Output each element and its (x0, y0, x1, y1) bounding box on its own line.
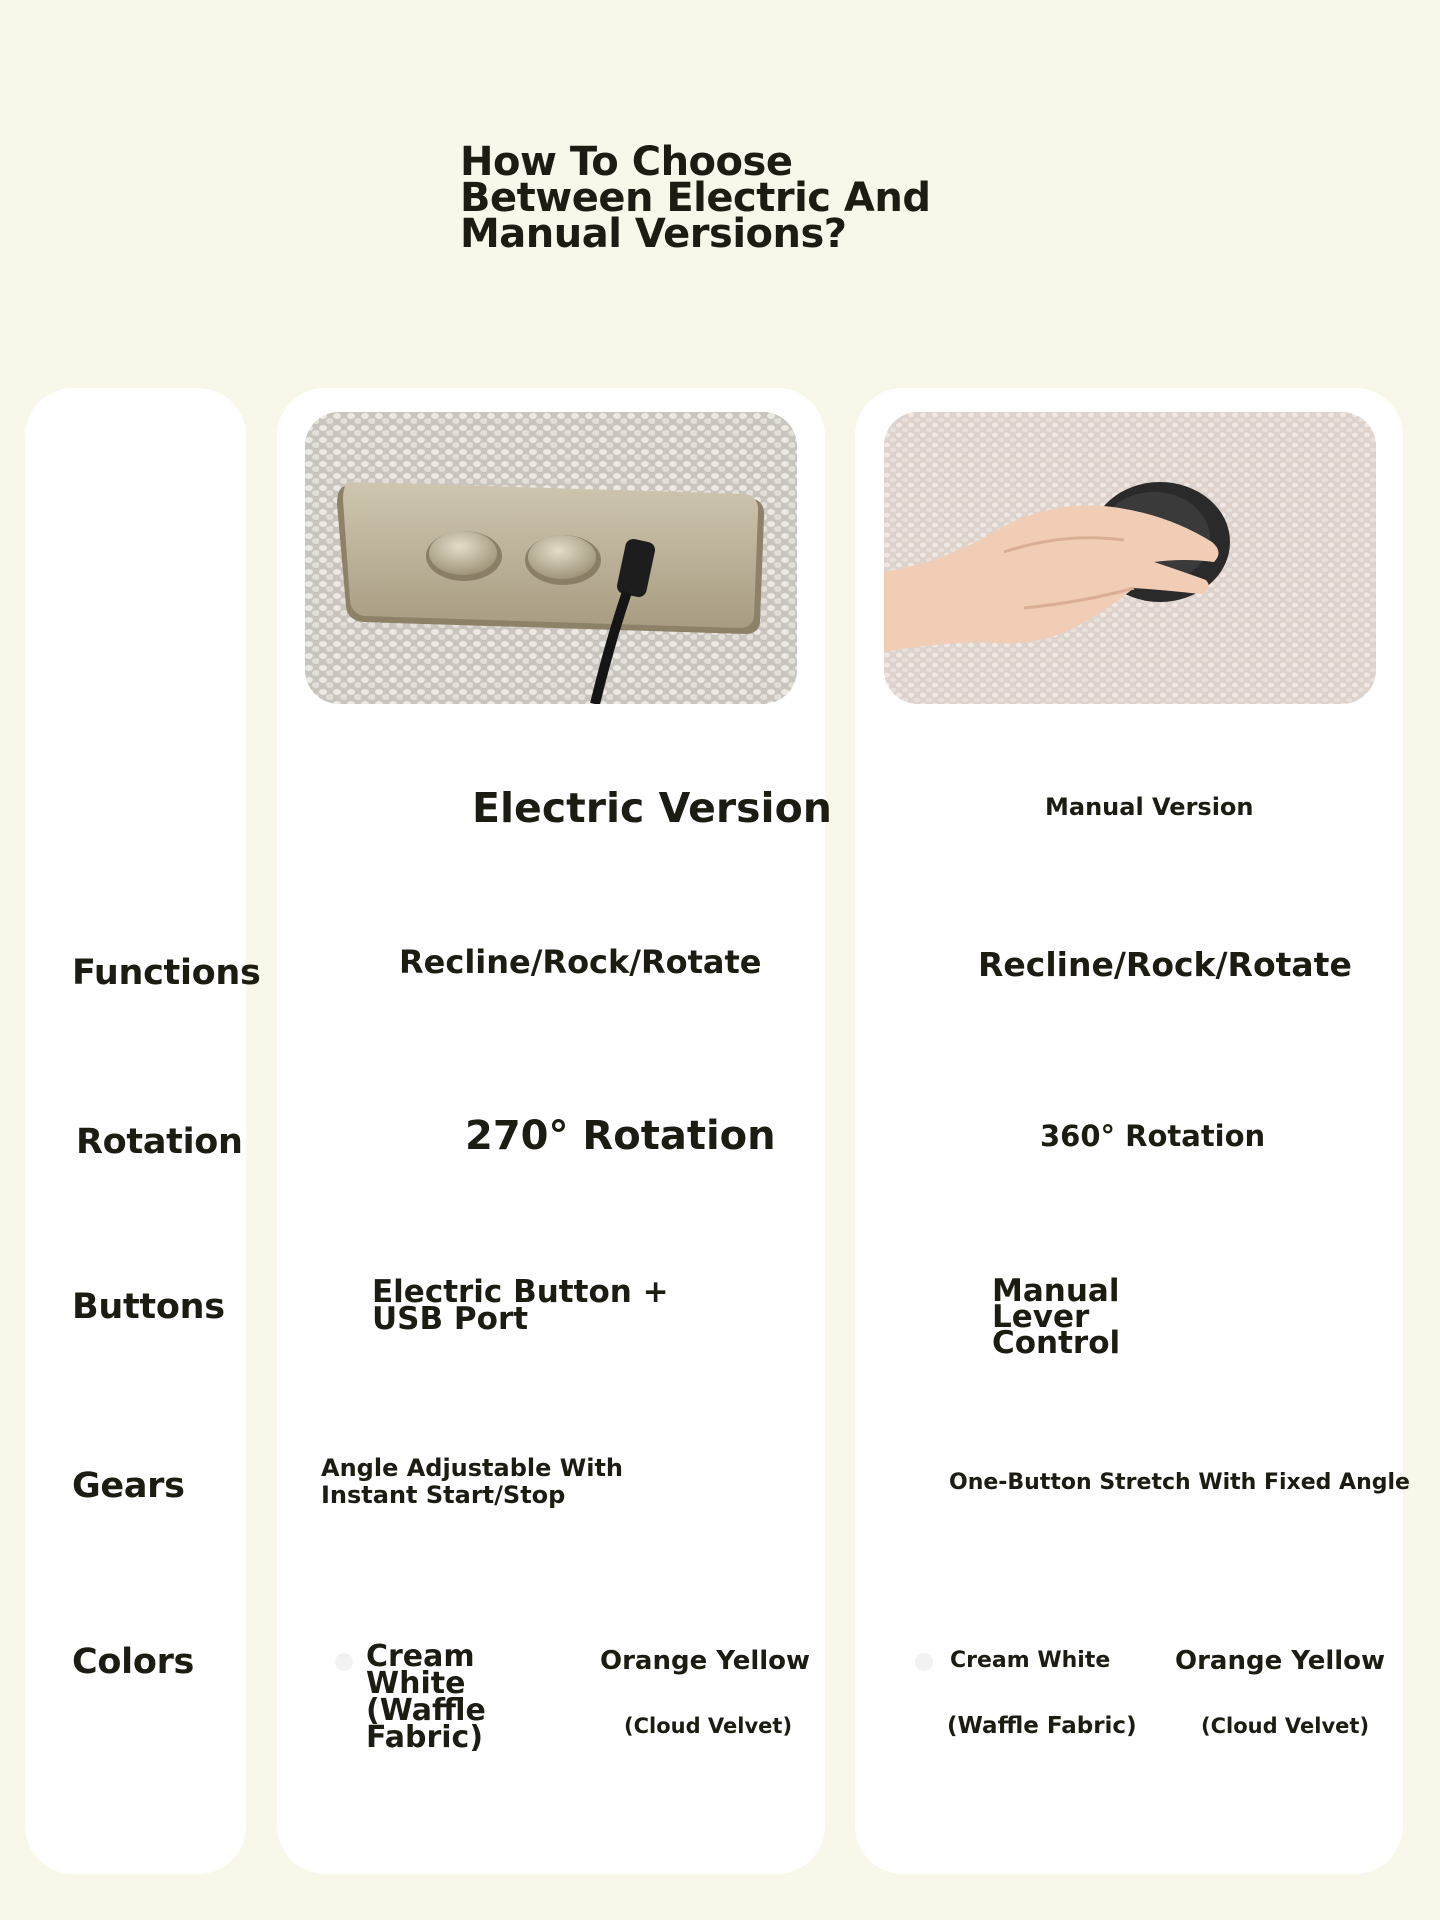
manual-lever-image (884, 412, 1376, 704)
manual-color-orange-yellow-fabric: (Cloud Velvet) (1201, 1714, 1370, 1738)
manual-color-orange-yellow: Orange Yellow (1175, 1646, 1386, 1676)
row-label-buttons: Buttons (72, 1287, 225, 1327)
row-label-functions: Functions (72, 953, 261, 993)
row-label-colors: Colors (72, 1642, 195, 1682)
electric-gears-value: Angle Adjustable With Instant Start/Stop (321, 1454, 624, 1509)
electric-buttons-value: Electric Button + USB Port (372, 1274, 669, 1337)
manual-color-cream-white: Cream White (950, 1648, 1111, 1673)
electric-functions-value: Recline/Rock/Rotate (399, 943, 762, 981)
row-label-rotation: Rotation (76, 1122, 243, 1162)
cream-white-swatch (915, 1653, 933, 1671)
manual-color-cream-white-fabric: (Waffle Fabric) (947, 1713, 1137, 1739)
manual-functions-value: Recline/Rock/Rotate (978, 945, 1352, 984)
cream-white-swatch (335, 1653, 353, 1671)
electric-rotation-value: 270° Rotation (465, 1113, 776, 1159)
manual-gears-value: One-Button Stretch With Fixed Angle (949, 1470, 1410, 1495)
page-title: How To Choose Between Electric And Manual Versions? (460, 139, 931, 257)
electric-color-orange-yellow: Orange Yellow (600, 1646, 811, 1676)
electric-version-heading: Electric Version (472, 784, 832, 832)
manual-rotation-value: 360° Rotation (1040, 1119, 1266, 1153)
electric-color-cream-white: Cream White (Waffle Fabric) (366, 1639, 486, 1755)
manual-version-heading: Manual Version (1045, 793, 1254, 821)
manual-buttons-value: Manual Lever Control (992, 1273, 1121, 1361)
electric-color-orange-yellow-fabric: (Cloud Velvet) (624, 1714, 793, 1738)
row-label-gears: Gears (72, 1466, 185, 1506)
electric-control-panel-image (305, 412, 797, 704)
